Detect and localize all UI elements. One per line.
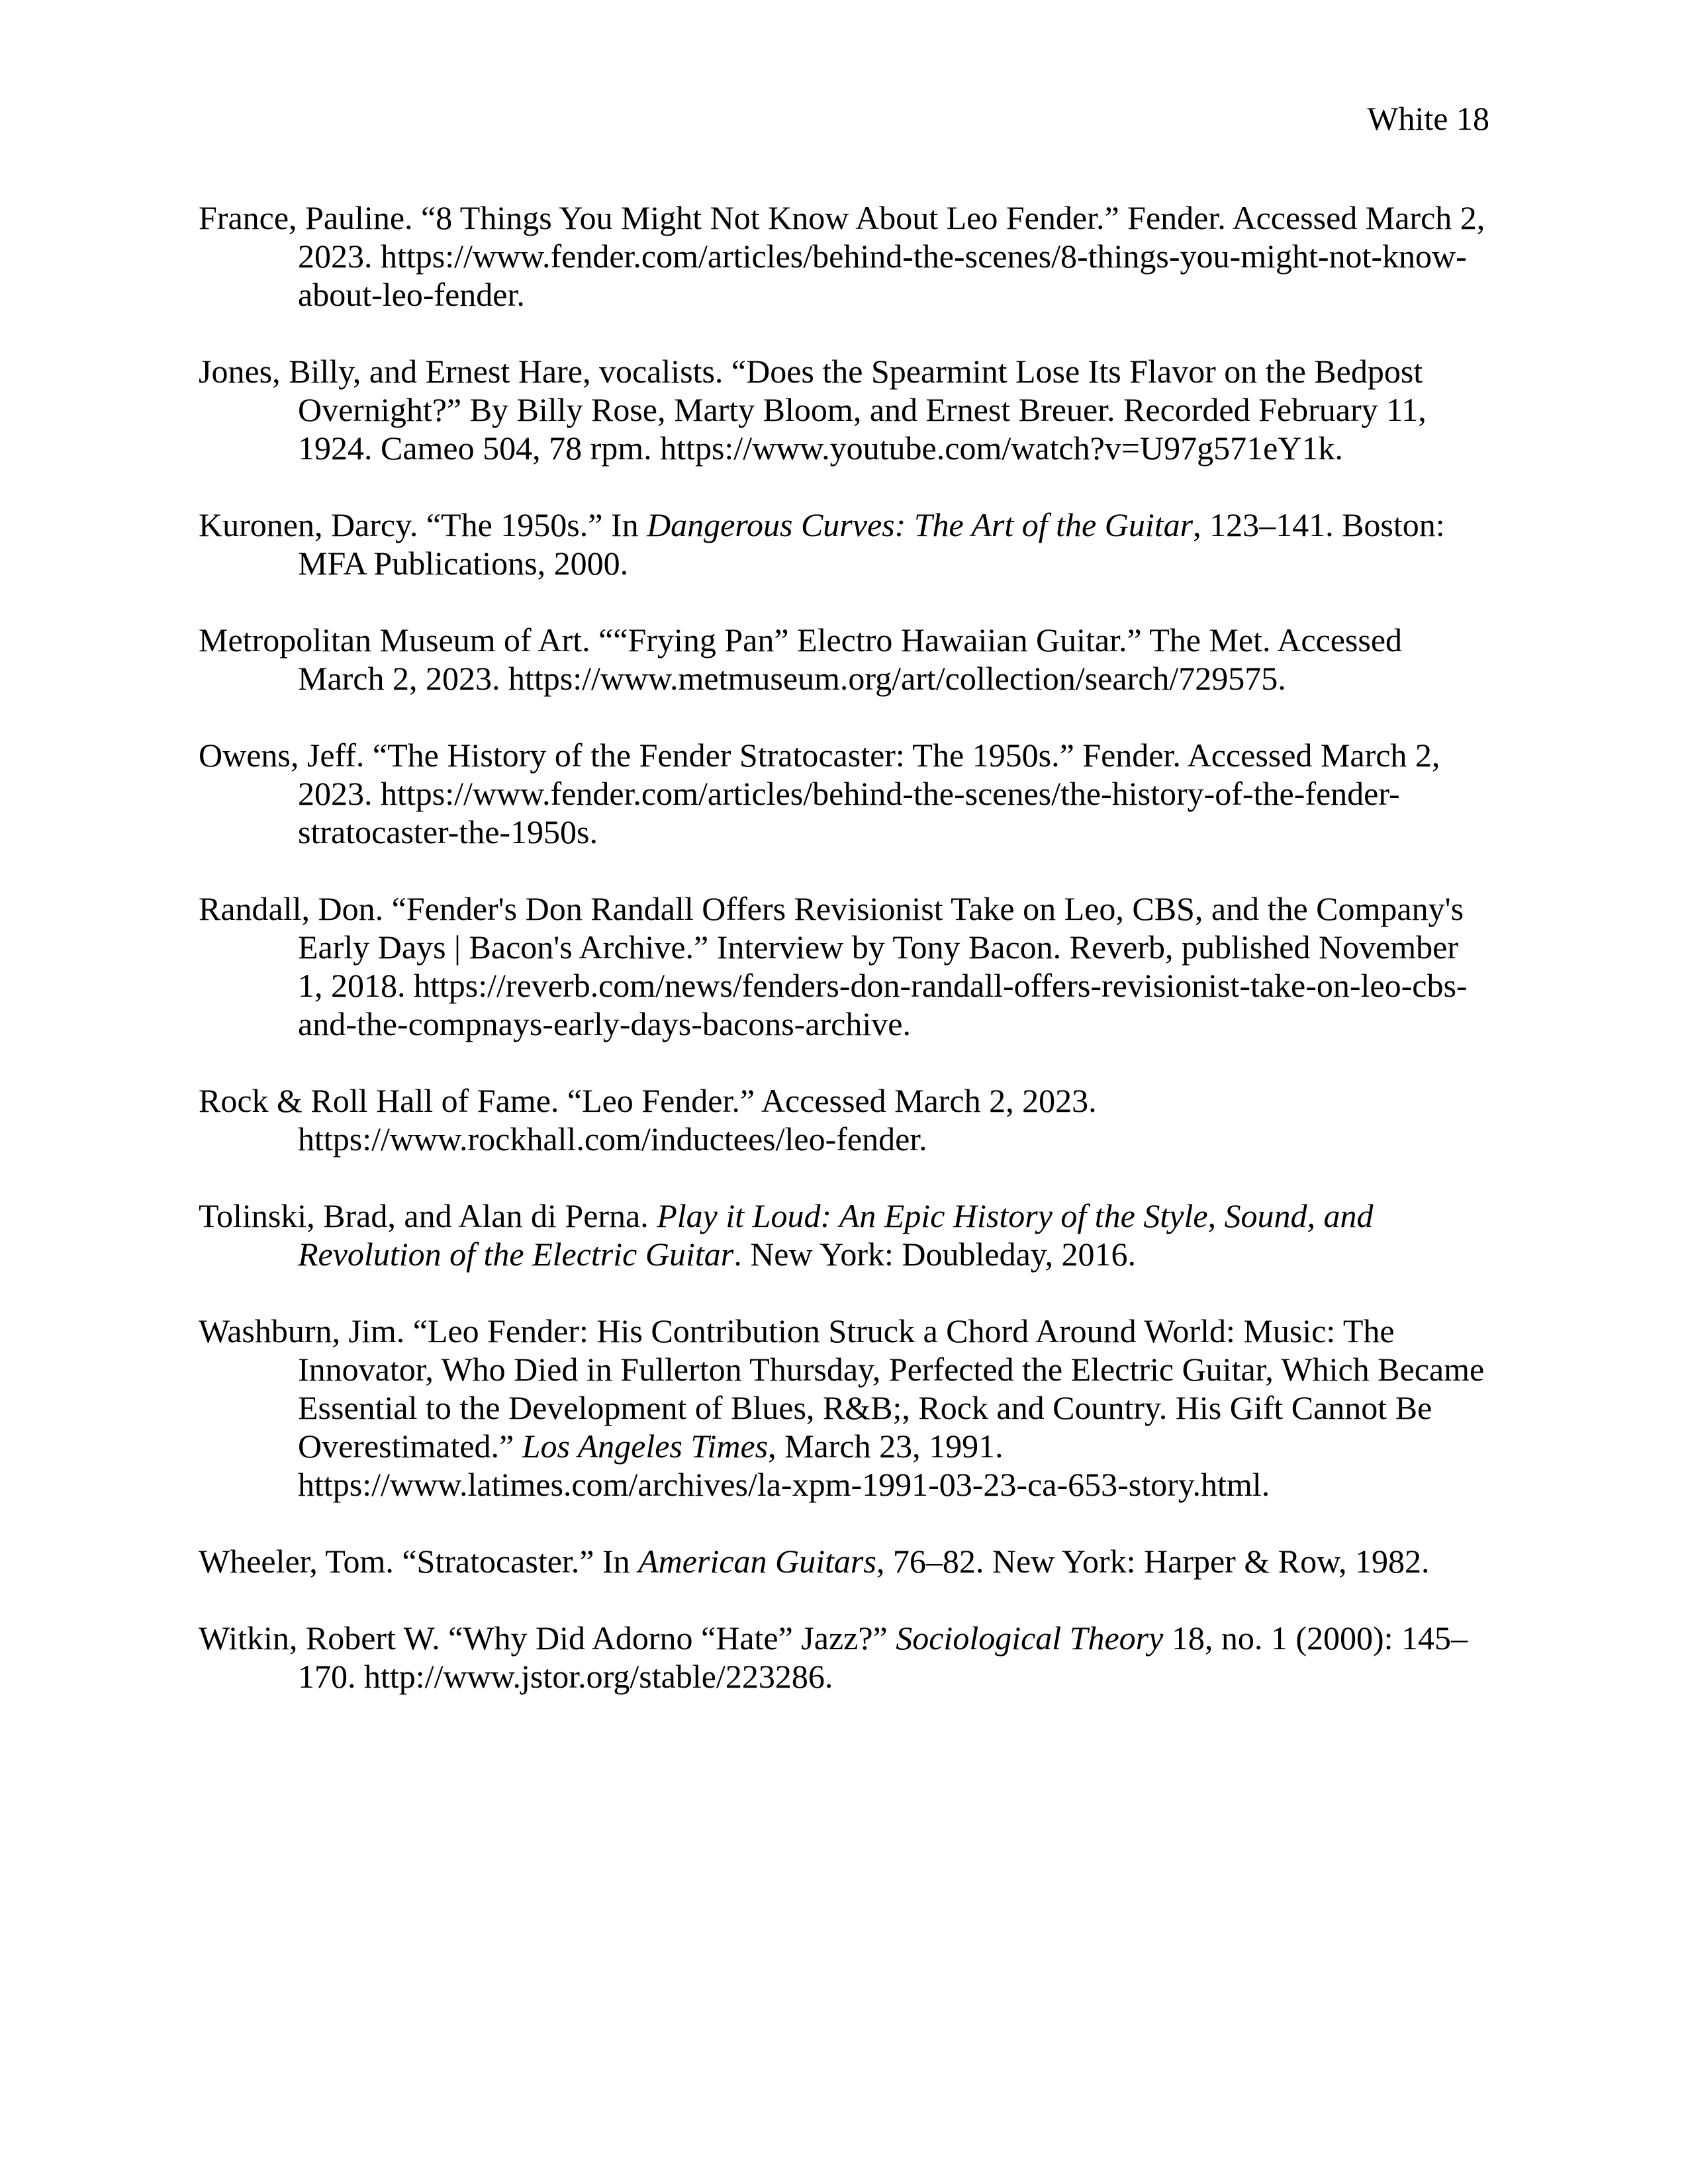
- entry-text: . New York: Doubleday, 2016.: [733, 1236, 1137, 1273]
- bibliography-entry: [199, 889, 1489, 1043]
- entry-text: , March 23, 1991. https://www.latimes.com/archives/la-xpm-1991-03-23-ca-653-story.html.: [298, 1428, 1270, 1503]
- entry-title-italic: Los Angeles Times: [522, 1428, 769, 1465]
- entry-text: Jones, Billy, and Ernest Hare, vocalists. “Does the Spearmint Lose Its Flavor on the Bedpost Overnight?” By Billy Rose, Marty Bloom, and Ernest Breuer. Recorded February 11, 1924. Cameo 504, 78 rpm. https://www.youtube.com/watch?v=U97g571eY1k.: [199, 353, 1427, 467]
- entry-title-italic: American Guitars: [638, 1543, 876, 1580]
- entry-text: Kuronen, Darcy. “The 1950s.” In: [199, 506, 647, 543]
- bibliography-entry: [199, 199, 1489, 314]
- entry-text: , 76–82. New York: Harper & Row, 1982.: [876, 1543, 1430, 1580]
- bibliography-entry: [199, 352, 1489, 467]
- bibliography-entry: [199, 736, 1489, 851]
- bibliography-entry: [199, 1081, 1489, 1158]
- entry-text: Randall, Don. “Fender's Don Randall Offers Revisionist Take on Leo, CBS, and the Company's Early Days | Bacon's Archive.” Interview by Tony Bacon. Reverb, published November 1, 2018. https://reverb.com/news/fenders-don-randall-offers-revisionist-take-on-leo-cbs-and-the-compnays-early-days-bacons-archive.: [199, 890, 1468, 1042]
- bibliography-entry: [199, 1619, 1489, 1696]
- entry-text: Wheeler, Tom. “Stratocaster.” In: [199, 1543, 639, 1580]
- entry-text: Rock & Roll Hall of Fame. “Leo Fender.” Accessed March 2, 2023. https://www.rockhall.com/inductees/leo-fender.: [199, 1082, 1097, 1158]
- bibliography-entry: [199, 1542, 1489, 1580]
- entry-text: , 123–141. Boston: MFA Publications, 2000.: [298, 506, 1445, 582]
- bibliography-entry: [199, 1312, 1489, 1504]
- entry-title-italic: Play it Loud: An Epic History of the Style, Sound, and Revolution of the Electric Guitar: [298, 1197, 1374, 1273]
- entry-text: Metropolitan Museum of Art. ““Frying Pan” Electro Hawaiian Guitar.” The Met. Accessed March 2, 2023. https://www.metmuseum.org/art/collection/search/729575.: [199, 621, 1403, 697]
- entry-title-italic: Dangerous Curves: The Art of the Guitar: [647, 506, 1194, 543]
- page-number-header: White 18: [1367, 100, 1489, 137]
- bibliography-entry: [199, 621, 1489, 698]
- entry-text: Witkin, Robert W. “Why Did Adorno “Hate” Jazz?”: [199, 1619, 896, 1657]
- entry-text: Tolinski, Brad, and Alan di Perna.: [199, 1197, 657, 1234]
- entry-title-italic: Sociological Theory: [896, 1619, 1164, 1657]
- bibliography-entry: [199, 1197, 1489, 1273]
- entry-text: France, Pauline. “8 Things You Might Not Know About Leo Fender.” Fender. Accessed March 2, 2023. https://www.fender.com/articles/behind-the-scenes/8-things-you-might-not-know-about-leo-fender.: [199, 199, 1485, 313]
- bibliography-entry: [199, 506, 1489, 582]
- entry-text: Owens, Jeff. “The History of the Fender Stratocaster: The 1950s.” Fender. Accessed March 2, 2023. https://www.fender.com/articles/behind-the-scenes/the-history-of-the-fender-stratocaster-the-1950s.: [199, 737, 1440, 850]
- entry-text: Washburn, Jim. “Leo Fender: His Contribution Struck a Chord Around World: Music: The Innovator, Who Died in Fullerton Thursday, Perfected the Electric Guitar, Which Became Essential to the Development of Blues, R&B;, Rock and Country. His Gift Cannot Be Overestimated.”: [199, 1312, 1485, 1465]
- bibliography-list: [199, 199, 1489, 1696]
- entry-text: 18, no. 1 (2000): 145–170. http://www.jstor.org/stable/223286.: [298, 1619, 1468, 1695]
